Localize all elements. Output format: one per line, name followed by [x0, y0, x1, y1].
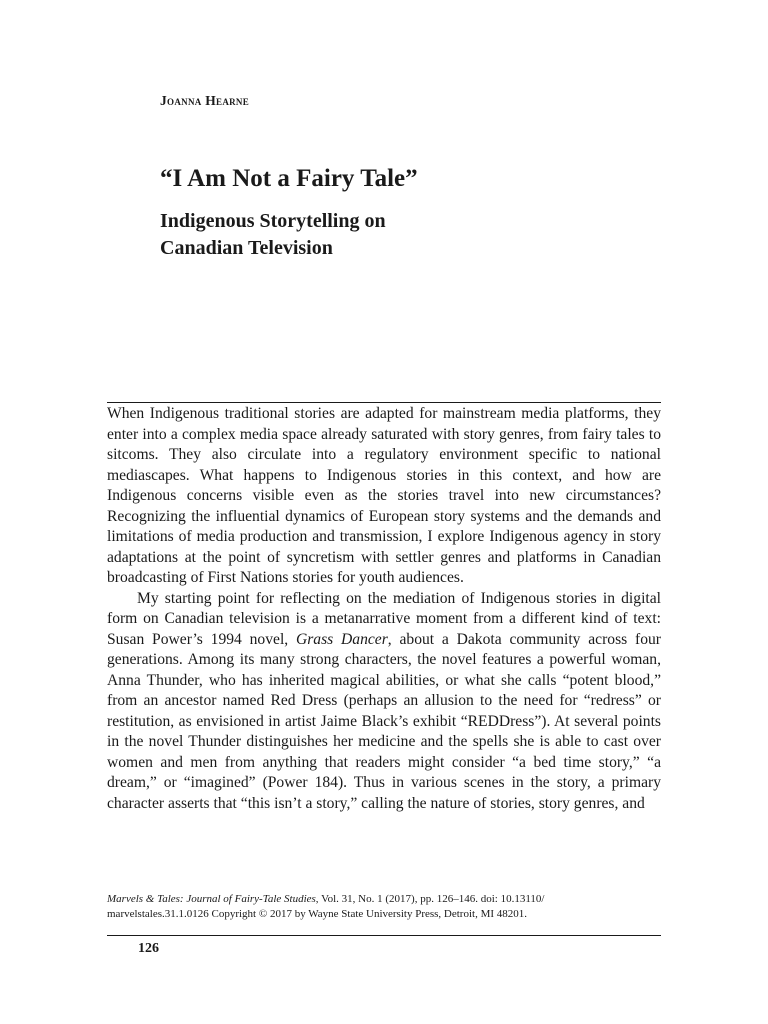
author-name: Joanna Hearne — [160, 93, 250, 108]
article-title: “I Am Not a Fairy Tale” — [160, 165, 418, 192]
paragraph-2-part-b: , about a Dakota community across four generations. Among its many strong characters, the novel features a powerful woman, Anna Thunder, who has inherited magical abilities, or what she calls “potent blood,” from an ancestor named Red Dress (perhaps an allusion to the need for “redress” or restitution, as envisioned in artist Jaime Black’s exhibit “REDDress”). At several points in the novel Thunder distinguishes her medicine and the spells she is able to cast over women and men from anything that readers might consider “a bed time story,” “a dream,” or “imagined” (Power 184). Thus in various scenes in the story, a primary character asserts that “this isn’t a story,” calling the nature of stories, story genres, and — [107, 630, 661, 812]
paragraph-2-part-a: My starting point for reflecting on the mediation of Indigenous stories in digital form on Canadian television is a metanarrative moment from a different kind of text: Susan Power’s 1994 novel, — [107, 589, 661, 648]
citation-details: , Vol. 31, No. 1 (2017), pp. 126–146. doi: 10.13110/ — [315, 893, 545, 905]
subtitle-line-1: Indigenous Storytelling on — [160, 210, 386, 232]
bottom-rule — [107, 935, 661, 936]
subtitle-line-2: Canadian Television — [160, 237, 333, 259]
citation-footnote — [107, 892, 667, 921]
paragraph-1: When Indigenous traditional stories are adapted for mainstream media platforms, they enter into a complex media space already saturated with story genres, from fairy tales to sitcoms. They also circulate into a regulatory environment specific to national mediascapes. What happens to Indigenous stories in this context, and how are Indigenous concerns visible even as the stories travel into new circumstances? Recognizing the influential dynamics of European story systems and the demands and limitations of media production and transmission, I explore Indigenous agency in story adaptations at the point of syncretism with settler genres and platforms in Canadian broadcasting of First Nations stories for youth audiences. — [107, 405, 661, 586]
top-rule — [107, 402, 661, 403]
page-number: 126 — [138, 941, 159, 956]
citation-line-2: marvelstales.31.1.0126 Copyright © 2017 by Wayne State University Press, Detroit, MI 48201. — [107, 907, 528, 920]
paragraph-2 — [107, 589, 661, 815]
article-subtitle — [160, 208, 386, 262]
novel-title: Grass Dancer — [295, 630, 388, 648]
journal-name: Marvels & Tales: Journal of Fairy-Tale Studies — [107, 893, 316, 905]
body-text — [107, 404, 661, 814]
